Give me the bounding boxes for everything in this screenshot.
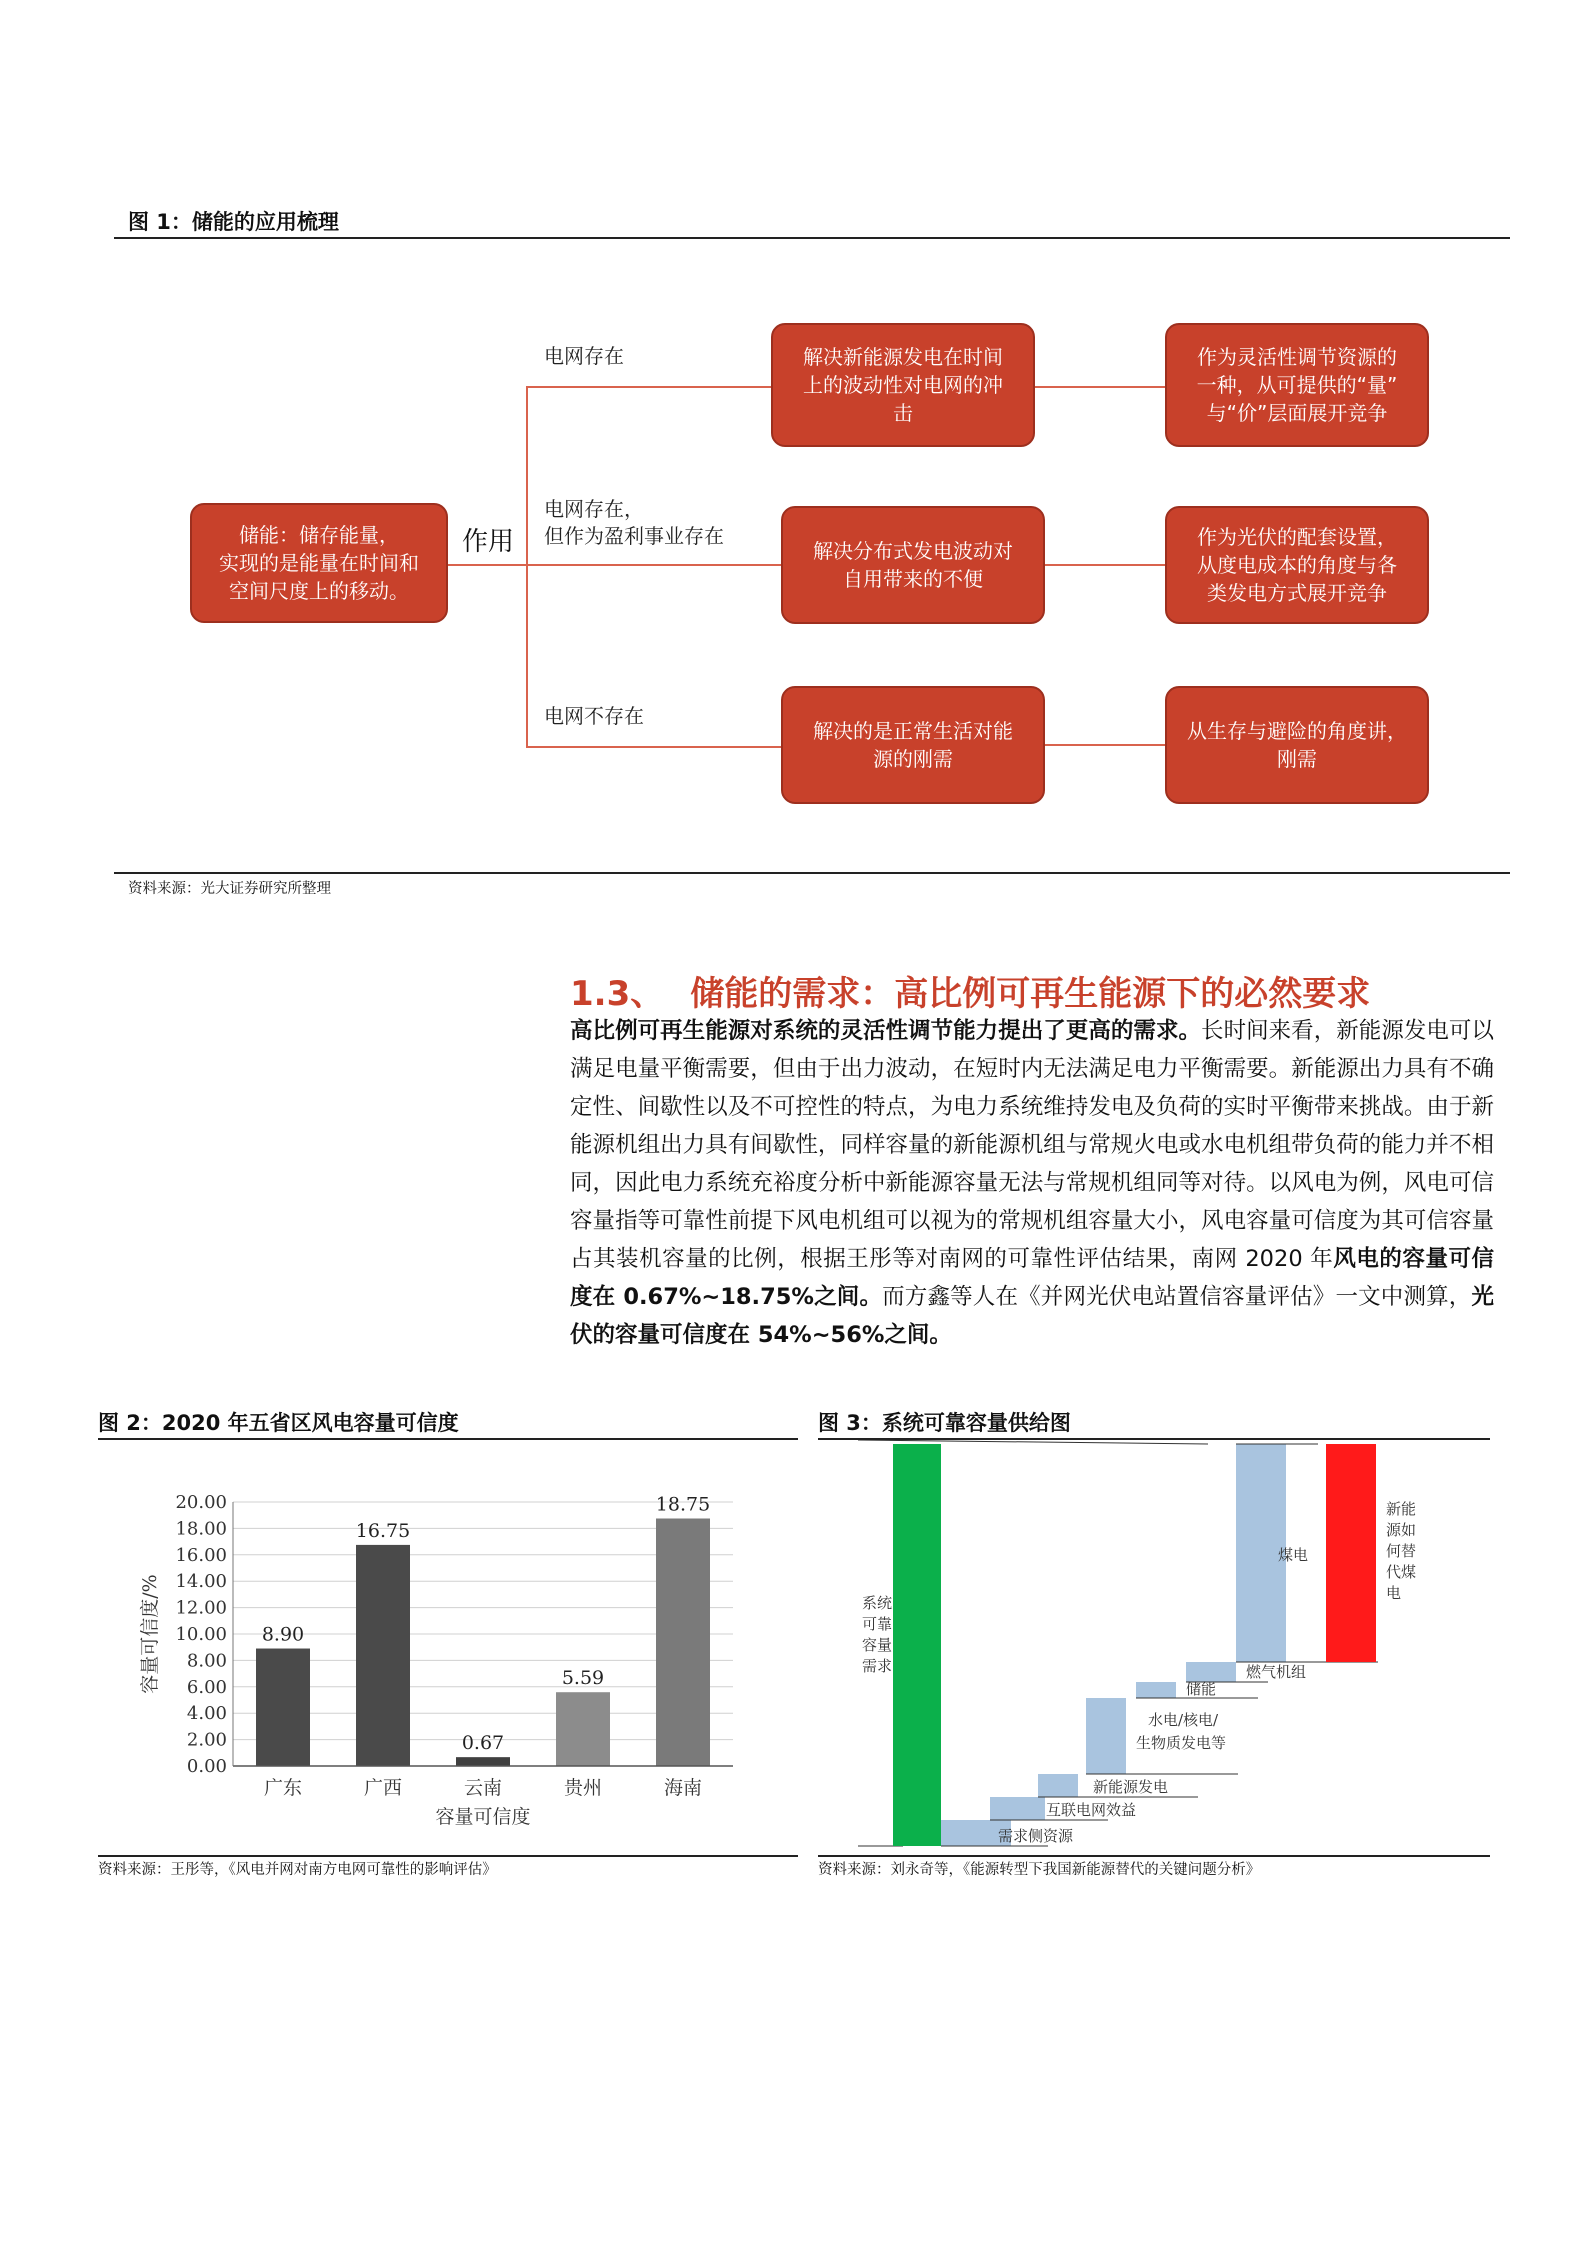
capacity-waterfall — [818, 1440, 1490, 1855]
x-tick-label: 广东 — [263, 1777, 303, 1799]
x-tick-label: 贵州 — [563, 1777, 603, 1799]
bar-3 — [456, 1757, 510, 1766]
fig2-source: 资料来源：王彤等，《风电并网对南方电网可靠性的影响评估》 — [98, 1862, 497, 1878]
step-grid-interconnect — [990, 1797, 1045, 1820]
fig1-top-rule — [114, 237, 1510, 239]
step-renewable — [1038, 1774, 1078, 1797]
bar-value-label: 18.75 — [655, 1493, 711, 1516]
fig1-title: 图 1：储能的应用梳理 — [128, 210, 339, 234]
role-node-2: 作为光伏的配套设置， 从度电成本的角度与各 类发电方式展开竞争 — [1165, 506, 1429, 624]
bar-1 — [256, 1649, 310, 1766]
y-tick-label: 16.00 — [175, 1544, 227, 1566]
fig1-bottom-rule — [114, 872, 1510, 874]
label-gas: 燃气机组 — [1246, 1663, 1307, 1681]
root-node: 储能：储存能量， 实现的是能量在时间和 空间尺度上的移动。 — [190, 503, 448, 623]
y-tick-label: 18.00 — [175, 1518, 227, 1540]
bar-value-label: 5.59 — [561, 1667, 605, 1690]
y-tick-label: 14.00 — [175, 1571, 227, 1593]
x-tick-label: 广西 — [363, 1777, 403, 1799]
bar-value-label: 8.90 — [261, 1623, 305, 1646]
label-hydro-1: 水电/核电/ — [1148, 1711, 1219, 1729]
fig2-bottom-rule — [98, 1855, 798, 1857]
step-gas — [1186, 1662, 1236, 1682]
y-tick-label: 0.00 — [186, 1756, 227, 1777]
system-demand-bar — [893, 1444, 941, 1846]
branch-label-1: 电网存在 — [544, 344, 624, 368]
y-tick-label: 8.00 — [186, 1650, 227, 1672]
label-demand-side: 需求侧资源 — [998, 1827, 1074, 1845]
fig3-source: 资料来源：刘永奇等，《能源转型下我国新能源替代的关键问题分析》 — [818, 1862, 1261, 1878]
y-tick-label: 10.00 — [175, 1624, 227, 1645]
solution-node-3: 解决的是正常生活对能 源的刚需 — [781, 686, 1045, 804]
role-node-3: 从生存与避险的角度讲， 刚需 — [1165, 686, 1429, 804]
section-heading: 1.3、 储能的需求：高比例可再生能源下的必然要求 — [570, 974, 1371, 1014]
fig2-title: 图 2：2020 年五省区风电容量可信度 — [98, 1411, 459, 1435]
right-label: 新能 源如 何替 代煤 电 — [1386, 1500, 1417, 1602]
label-grid-interconnect: 互联电网效益 — [1046, 1801, 1137, 1819]
bar-4 — [556, 1692, 610, 1766]
fig1-source: 资料来源：光大证券研究所整理 — [128, 881, 331, 897]
solution-node-2: 解决分布式发电波动对 自用带来的不便 — [781, 506, 1045, 624]
x-tick-label: 海南 — [663, 1777, 703, 1799]
label-renewable: 新能源发电 — [1093, 1778, 1169, 1796]
solution-node-1: 解决新能源发电在时间 上的波动性对电网的冲 击 — [771, 323, 1035, 447]
renewable-replace-coal-bar — [1326, 1444, 1376, 1662]
fig3-bottom-rule — [818, 1855, 1490, 1857]
bar-value-label: 0.67 — [461, 1732, 505, 1755]
y-tick-label: 4.00 — [186, 1703, 227, 1725]
x-tick-label: 云南 — [463, 1777, 503, 1799]
label-storage: 储能 — [1186, 1680, 1217, 1698]
bar-value-label: 16.75 — [355, 1519, 411, 1542]
y-axis-label: 容量可信度/% — [139, 1574, 161, 1694]
bar-5 — [656, 1519, 710, 1767]
y-tick-label: 6.00 — [186, 1676, 227, 1698]
branch-label-3: 电网不存在 — [544, 704, 644, 728]
left-label: 系统 可靠 容量 需求 — [862, 1594, 893, 1675]
bar-2 — [356, 1545, 410, 1766]
step-storage — [1136, 1682, 1176, 1698]
step-hydro-nuclear — [1086, 1698, 1126, 1774]
branch-label-2: 电网存在， 但作为盈利事业存在 — [544, 497, 724, 548]
section-paragraph: 高比例可再生能源对系统的灵活性调节能力提出了更高的需求。长时间来看，新能源发电可以满足电量平衡需要，但由于出力波动，在短时内无法满足电力平衡需要。新能源出力具有不确定性、间歇性以及不可控性的特点，为电力系统维持发电及负荷的实时平衡带来挑战。由于新能源机组出力具有间歇性，同样容量的新能源机组与常规火电或水电机组带负荷的能力并不相同，因此电力系统充裕度分析中新能源容量无法与常规机组同等对待。以风电为例，风电可信容量指等可靠性前提下风电机组可以视为的常规机组容量大小，风电容量可信度为其可信容量占其装机容量的比例，根据王彤等对南网的可靠性评估结果，南网 2020 年风电的容量可信度在 0.67%~18.75%之间。而方鑫等人在《并网光伏电站置信容量评估》一文中测算，光伏的容量可信度在 54%~56%之间。 — [570, 1018, 1494, 1348]
connector-label: 作用 — [462, 527, 515, 557]
label-coal: 煤电 — [1278, 1546, 1309, 1564]
label-hydro-2: 生物质发电等 — [1136, 1734, 1227, 1752]
y-tick-label: 12.00 — [175, 1597, 227, 1619]
top-line — [858, 1440, 1208, 1444]
y-tick-label: 20.00 — [175, 1492, 227, 1513]
y-tick-label: 2.00 — [186, 1729, 227, 1751]
fig3-title: 图 3：系统可靠容量供给图 — [818, 1411, 1071, 1435]
bar-chart — [98, 1440, 798, 1860]
role-node-1: 作为灵活性调节资源的 一种，从可提供的“量” 与“价”层面展开竞争 — [1165, 323, 1429, 447]
x-axis-label: 容量可信度 — [435, 1806, 531, 1828]
